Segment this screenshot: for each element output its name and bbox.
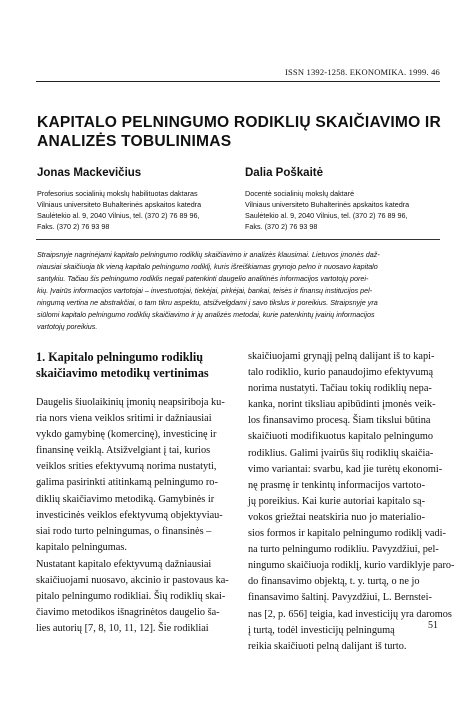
author-affiliation-line: Saulėtekio al. 9, 2040 Vilnius, tel. (370 2) 76 89 96,	[245, 211, 408, 220]
title-line: ANALIZĖS TOBULINIMAS	[37, 133, 232, 150]
text-line: vokos griežtai neatskiria nuo jo materialio-	[248, 511, 425, 523]
body-column-left	[36, 350, 229, 637]
abstract-line: vartotojų poreikius.	[37, 322, 98, 331]
text-line: los finansavimo procesą. Šiam tikslui būtina	[248, 415, 431, 427]
author-block-1	[37, 167, 237, 232]
text-line: jų poreikius. Kai kurie autoriai kapitalo są-	[248, 495, 425, 507]
author-affiliation-line: Faks. (370 2) 76 93 98	[37, 222, 110, 231]
abstract-line: santykiu. Tačiau šis pelningumo rodiklis negali patenkinti daugelio analitinės informacijos vartotojų porei-	[37, 274, 369, 283]
text-line: nę prasmę ir tenkintų informacijos vartoto-	[248, 479, 425, 491]
article-title	[37, 113, 441, 151]
text-line: na turto pelningumo rodikliu. Pavyzdžiui, pel-	[248, 544, 439, 556]
text-line: skaičiuojami grynąjį pelną dalijant iš to kapi-	[248, 351, 435, 362]
text-line: čiavimo metodikos išnagrinėtos daugelio ša-	[36, 607, 220, 619]
section-heading	[36, 350, 226, 381]
author-name: Dalia Poškaitė	[245, 167, 323, 179]
text-line: kanka, norint tiksliau apibūdinti įmonės veik-	[248, 399, 436, 411]
text-line: Daugelis šiuolaikinių įmonių neapsiriboja ku-	[36, 397, 225, 408]
author-affiliation-line: Vilniaus universiteto Buhalterinės apskaitos katedra	[37, 200, 202, 209]
title-line: KAPITALO PELNINGUMO RODIKLIŲ SKAIČIAVIMO IR	[37, 114, 441, 131]
abstract-line: kių. Įvairūs informacijos vartotojai – investuotojai, tiekėjai, pirkėjai, bankai, teisės ir finansų institucijos pel-	[37, 286, 373, 295]
text-line: nas [2, p. 656] teigia, kad investicijų yra daromos	[248, 608, 452, 620]
text-line: sios formos ir kapitalo pelningumo rodiklį vadi-	[248, 528, 446, 540]
page-number: 51	[428, 620, 438, 631]
text-line: siai rodo turto pelningumas, o finansinės –	[36, 525, 212, 537]
text-line: ningumo skaičiuoja rodiklį, kurio vardiklyje paro-	[248, 560, 455, 572]
author-affiliation-line: Profesorius socialinių mokslų habilituotas daktaras	[37, 189, 198, 198]
text-line: norima nustatyti. Tačiau tokių rodiklių nepa-	[248, 383, 432, 395]
section-heading-line: 1. Kapitalo pelningumo rodiklių	[36, 350, 204, 364]
author-affiliation-line: Docentė socialinių mokslų daktarė	[245, 189, 355, 198]
text-line: investicinės veiklos efektyvumą objektyviau-	[36, 509, 223, 521]
text-line: veiklos srities efektyvumą norima nustatyti,	[36, 461, 217, 473]
text-line: skaičiuoti modifikuotus kapitalo pelningumo	[248, 431, 434, 443]
text-line: ria nors viena veiklos sritimi ir dažniausiai	[36, 413, 212, 425]
paragraph	[36, 557, 229, 637]
abstract-line: Straipsnyje nagrinėjami kapitalo pelningumo rodiklių skaičiavimo ir analizės klausimai. Lietuvos įmonės daž-	[37, 250, 380, 259]
text-line: kapitalo pelningumas.	[36, 541, 127, 553]
body-column-right	[248, 349, 455, 655]
text-line: diklių skaičiavimo metodiką. Gamybinės ir	[36, 493, 215, 505]
text-line: reikia skaičiuoti pelną dalijant iš turto.	[248, 640, 407, 652]
text-line: pitalo pelningumo rodikliai. Šių rodiklių skai-	[36, 591, 226, 603]
abstract-line: ningumą vertina ne abstrakčiai, o tam tikru aspektu, atsižvelgdami į savo tikslus ir poreikius. Straipsnyje yra	[37, 298, 378, 307]
text-line: finansavimo šaltinį. Pavyzdžiui, L. Bernstei-	[248, 592, 432, 604]
text-line: galima pasirinkti atitinkamą pelningumo ro-	[36, 477, 218, 489]
author-affiliation-line: Vilniaus universiteto Buhalterinės apskaitos katedra	[245, 200, 410, 209]
text-line: vimo variantai: svarbu, kad jie turėtų ekonomi-	[248, 463, 443, 475]
text-line: į turtą, todėl investicijų pelningumą	[248, 624, 395, 636]
abstract-line: siūlomi kapitalo pelningumo rodiklių skaičiavimo ir jų analizės metodai, kurie patenkintų įvairių informacijos	[37, 310, 375, 319]
text-line: lies autorių [7, 8, 10, 11, 12]. Šie rodikliai	[36, 623, 209, 635]
author-affiliation-line: Saulėtekio al. 9, 2040 Vilnius, tel. (370 2) 76 89 96,	[37, 211, 200, 220]
text-line: Nustatant kapitalo efektyvumą dažniausiai	[36, 558, 212, 570]
text-line: do finansavimo objektą, t. y. turtą, o ne jo	[248, 576, 420, 588]
header-rule	[36, 81, 440, 82]
abstract-line: niausiai skaičiuoja tik vieną kapitalo pelningumo rodiklį, kuris išreiškiamas grynojo pelno ir nuosavo kapitalo	[37, 262, 378, 271]
text-line: talo rodiklio, kurio panaudojimo efektyvumą	[248, 367, 434, 379]
author-block-2	[245, 167, 445, 232]
author-affiliation-line: Faks. (370 2) 76 93 98	[245, 222, 318, 231]
text-line: rodiklius. Galimi įvairūs šių rodiklių skaičia-	[248, 447, 434, 459]
paragraph	[36, 395, 226, 556]
abstract-rule	[36, 239, 440, 240]
abstract	[37, 249, 441, 333]
section-heading-line: skaičiavimo metodikų vertinimas	[36, 365, 209, 380]
text-line: finansinę veiklą. Atsižvelgiant į tai, kurios	[36, 445, 211, 457]
running-head: ISSN 1392-1258. EKONOMIKA. 1999. 46	[284, 67, 440, 77]
text-line: skaičiuojami nuosavo, akcinio ir pastovaus ka-	[36, 575, 229, 587]
author-name: Jonas Mackevičius	[37, 167, 142, 179]
text-line: vykdo gamybinę (komercinę), investicinę ir	[36, 429, 217, 441]
